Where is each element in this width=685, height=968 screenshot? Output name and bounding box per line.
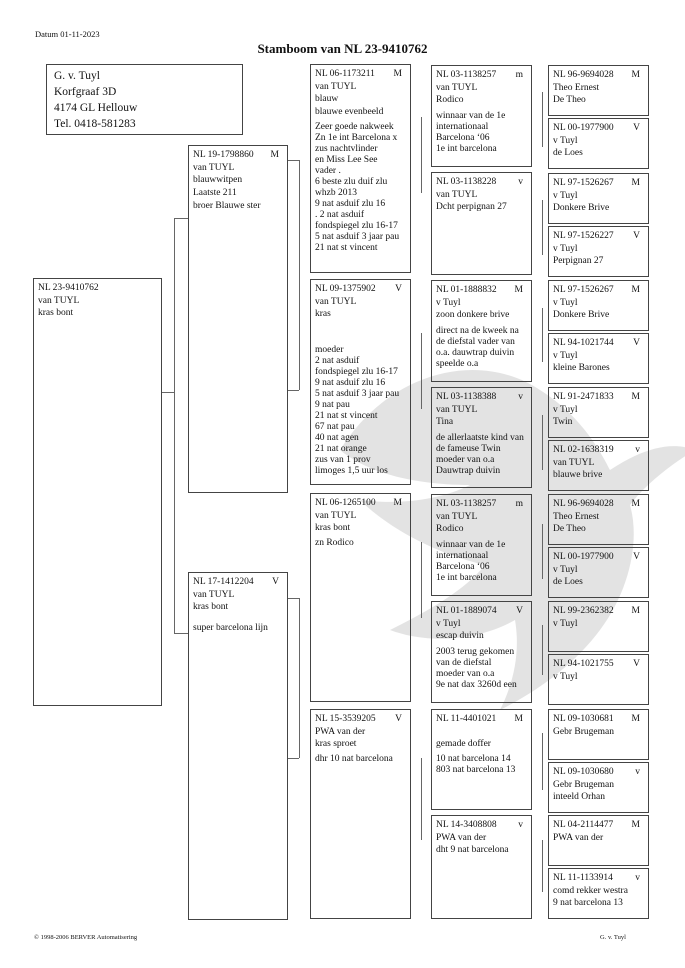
note-line: 2003 terug gekomen	[436, 646, 515, 657]
breeder-name: van TUYL	[193, 162, 235, 173]
sex-label: M	[631, 499, 640, 509]
ancestor-card-g4	[548, 226, 649, 277]
ring-number: NL 01-1888832	[436, 285, 497, 295]
breeder-name: v Tuyl	[436, 297, 461, 308]
color-label: kras	[315, 309, 331, 319]
pigeon-name: de Loes	[553, 577, 583, 587]
notes-block	[436, 326, 527, 370]
note-line: . 2 nat asduif	[315, 210, 365, 220]
pigeon-name: zoon donkere brive	[436, 310, 510, 320]
sex-label: V	[516, 606, 523, 616]
breeder-name: v Tuyl	[553, 618, 578, 629]
note-line: Dauwtrap duivin	[436, 465, 501, 476]
pigeon-name: De Theo	[553, 95, 586, 105]
print-date: Datum 01-11-2023	[35, 29, 100, 39]
note-line: van de diefstal	[436, 657, 492, 668]
breeder-name: van TUYL	[315, 81, 357, 92]
ring-number: NL 11-1133914	[553, 873, 613, 883]
note-line: 10 nat barcelona 14	[436, 754, 511, 764]
sex-label: M	[631, 285, 640, 295]
pigeon-name: Perpignan 27	[553, 256, 604, 266]
pigeon-name: 9 nat barcelona 13	[553, 898, 623, 908]
note-line: moeder van o.a	[436, 668, 495, 679]
sex-label: v	[635, 873, 640, 883]
note-line: winnaar van de 1e	[436, 110, 506, 121]
note-line: moeder van o.a	[436, 454, 495, 465]
pigeon-name: de Loes	[553, 148, 583, 158]
ring-number: NL 03-1138388	[436, 392, 497, 402]
owner-city: 4174 GL Hellouw	[54, 102, 138, 114]
notes-block	[315, 122, 406, 254]
grandsire-maternal-card	[310, 493, 411, 702]
note-line: Zn 1e int Barcelona x	[315, 133, 398, 143]
footer-owner: G. v. Tuyl	[600, 934, 626, 941]
info-line: dhr 10 nat barcelona	[315, 753, 393, 764]
sex-label: M	[631, 70, 640, 80]
note-line: vader .	[315, 166, 341, 176]
ancestor-card-g4	[548, 280, 649, 331]
ancestor-card-g4	[548, 387, 649, 438]
ring-number: NL 00-1977900	[553, 552, 614, 562]
sex-label: V	[633, 123, 640, 133]
breeder-name: Gebr Brugeman	[553, 779, 614, 790]
pigeon-name: Rodico	[436, 524, 464, 534]
ggp-card-sdd	[431, 387, 532, 488]
ancestor-card-g4	[548, 762, 649, 813]
pigeon-name: Tina	[436, 417, 454, 427]
pigeon-name: inteeld Orhan	[553, 792, 605, 802]
info-line: gemade doffer	[436, 738, 491, 749]
sex-label: V	[633, 338, 640, 348]
ancestor-card-g4	[548, 494, 649, 545]
notes-block	[436, 433, 527, 477]
note-line: 1e int barcelona	[436, 572, 497, 583]
ancestor-card-g4	[548, 440, 649, 491]
ring-number: NL 11-4401021	[436, 714, 497, 724]
ring-number: NL 14-3408808	[436, 820, 497, 830]
info-line: dht 9 nat barcelona	[436, 845, 509, 855]
ring-number: NL 94-1021744	[553, 338, 614, 348]
sex-label: M	[631, 606, 640, 616]
breeder-name: v Tuyl	[553, 404, 578, 415]
sex-label: v	[635, 767, 640, 777]
note-line: whzb 2013	[315, 188, 357, 198]
info-line: Laatste 211	[193, 187, 237, 198]
color-label: kras sproet	[315, 739, 357, 749]
ring-number: NL 15-3539205	[315, 714, 376, 724]
note-line: internationaal	[436, 121, 489, 132]
ring-number: NL 09-1375902	[315, 284, 376, 294]
note-line: internationaal	[436, 550, 489, 561]
note-line: winnaar van de 1e	[436, 539, 506, 550]
ggp-card-sds	[431, 280, 532, 382]
note-line: zus nachtvlinder	[315, 144, 378, 154]
sex-label: V	[633, 659, 640, 669]
pigeon-name: Rodico	[436, 95, 464, 105]
ring-number: NL 96-9694028	[553, 499, 614, 509]
pigeon-name: Twin	[553, 417, 573, 427]
note-line: en Miss Lee See	[315, 155, 378, 165]
breeder-name: van TUYL	[436, 404, 478, 415]
owner-street: Korfgraaf 3D	[54, 86, 117, 98]
note-line: 9 nat asduif zlu 16	[315, 377, 386, 388]
ancestor-card-g4	[548, 333, 649, 384]
ancestor-card-g4	[548, 815, 649, 866]
note-line: de diefstal vader van	[436, 336, 515, 347]
breeder-name: v Tuyl	[553, 297, 578, 308]
note-line: 9e nat dax 3260d een	[436, 679, 517, 690]
color-label: kras bont	[315, 523, 351, 533]
info-line: zn Rodico	[315, 537, 354, 548]
pigeon-name: escap duivin	[436, 631, 484, 641]
breeder-name: v Tuyl	[553, 350, 578, 361]
pigeon-name: Donkere Brive	[553, 310, 610, 320]
notes-block	[436, 111, 527, 155]
breeder-name: PWA van der	[315, 726, 366, 737]
note-line: 2 nat asduif	[315, 355, 360, 366]
sex-label: M	[393, 498, 402, 508]
note-line: 9 nat asduif zlu 16	[315, 199, 386, 209]
breeder-name: van TUYL	[436, 511, 478, 522]
pigeon-name: De Theo	[553, 524, 586, 534]
breeder-name: van TUYL	[193, 589, 235, 600]
notes-block	[436, 540, 527, 584]
ring-number: NL 97-1526227	[553, 231, 614, 241]
page-title: Stamboom van NL 23-9410762	[257, 41, 428, 56]
sex-label: M	[631, 178, 640, 188]
owner-box	[46, 64, 243, 135]
sex-label: V	[272, 577, 279, 587]
breeder-name: Theo Ernest	[553, 82, 600, 93]
ring-number: NL 04-2114477	[553, 820, 614, 830]
breeder-name: v Tuyl	[553, 564, 578, 575]
ggp-card-dds	[431, 709, 532, 810]
info-line: blauwe evenbeeld	[315, 106, 384, 117]
note-line: de fameuse Twin	[436, 443, 501, 454]
color-label: blauw	[315, 94, 339, 104]
pedigree-subject	[33, 278, 162, 706]
sex-label: M	[270, 150, 279, 160]
pigeon-name: Dcht perpignan 27	[436, 202, 507, 212]
note-line: 9 nat pau	[315, 399, 350, 410]
note-line: Zeer goede nakweek	[315, 122, 394, 132]
ring-number: NL 97-1526267	[553, 285, 614, 295]
note-line: fondspiegel zlu 16-17	[315, 221, 398, 231]
pigeon-name: blauwe brive	[553, 470, 603, 480]
sex-label: M	[514, 714, 523, 724]
owner-name: G. v. Tuyl	[54, 70, 100, 82]
sex-label: M	[631, 714, 640, 724]
note-line: 5 nat asduif 3 jaar pau	[315, 232, 400, 242]
ggp-card-dsd	[431, 601, 532, 703]
note-line: 21 nat orange	[315, 443, 367, 454]
sex-label: M	[631, 392, 640, 402]
breeder-name: v Tuyl	[553, 243, 578, 254]
ring-number: NL 94-1021755	[553, 659, 614, 669]
note-line: 5 nat asduif 3 jaar pau	[315, 388, 400, 399]
granddam-maternal-card	[310, 709, 411, 919]
note-line: moeder	[315, 344, 344, 355]
granddam-paternal-card	[310, 279, 411, 485]
note-line: o.a. dauwtrap duivin	[436, 347, 515, 358]
ring-number: NL 09-1030681	[553, 714, 614, 724]
breeder-name: v Tuyl	[553, 671, 578, 682]
notes-block	[315, 345, 406, 477]
notes-block	[436, 754, 527, 776]
ring-number: NL 17-1412204	[193, 577, 254, 587]
breeder-name: Theo Ernest	[553, 511, 600, 522]
breeder-name: van TUYL	[315, 296, 357, 307]
ring-number: NL 91-2471833	[553, 392, 614, 402]
note-line: de allerlaatste kind van	[436, 432, 524, 443]
breeder-name: PWA van der	[553, 832, 604, 843]
sex-label: V	[633, 552, 640, 562]
breeder-name: v Tuyl	[436, 618, 461, 629]
pigeon-name: kleine Barones	[553, 363, 610, 373]
sex-label: V	[395, 714, 402, 724]
sex-label: V	[633, 231, 640, 241]
ring-number: NL 02-1638319	[553, 445, 614, 455]
sex-label: v	[518, 820, 523, 830]
color-label: blauwwitpen	[193, 175, 243, 185]
ring-number: NL 03-1138257	[436, 70, 497, 80]
sex-label: v	[518, 392, 523, 402]
dam-card	[188, 572, 288, 920]
sex-label: M	[631, 820, 640, 830]
note-line: 40 nat agen	[315, 432, 359, 443]
sex-label: M	[514, 285, 523, 295]
subject-color: kras bont	[38, 308, 74, 318]
note-line: direct na de kweek na	[436, 325, 519, 336]
ring-number: NL 03-1138257	[436, 499, 497, 509]
footer-copyright: © 1998-2006 BERVER Automatisering	[34, 934, 138, 941]
ancestor-card-g4	[548, 65, 649, 116]
sex-label: M	[393, 69, 402, 79]
breeder-name: van TUYL	[315, 510, 357, 521]
breeder-name: v Tuyl	[553, 190, 578, 201]
note-line: 1e int barcelona	[436, 143, 497, 154]
note-line: limoges 1,5 uur los	[315, 465, 388, 476]
breeder-name: v Tuyl	[553, 135, 578, 146]
ring-number: NL 96-9694028	[553, 70, 614, 80]
ggp-card-ddd	[431, 815, 532, 919]
ring-number: NL 09-1030680	[553, 767, 614, 777]
info-line: broer Blauwe ster	[193, 201, 261, 211]
pigeon-name: Donkere Brive	[553, 203, 610, 213]
breeder-name: comd rekker westra	[553, 885, 628, 896]
ring-number: NL 03-1138228	[436, 177, 497, 187]
note-line: Barcelona ‘06	[436, 132, 490, 143]
breeder-name: van TUYL	[436, 189, 478, 200]
ancestor-card-g4	[548, 868, 649, 919]
ggp-card-ssd	[431, 172, 532, 275]
notes-block	[436, 647, 527, 691]
note-line: 803 nat barcelona 13	[436, 765, 516, 775]
note-line: 21 nat st vincent	[315, 410, 378, 421]
info-line: super barcelona lijn	[193, 622, 268, 633]
ancestor-card-g4	[548, 173, 649, 224]
owner-phone: Tel. 0418-581283	[54, 118, 136, 130]
sex-label: V	[395, 284, 402, 294]
ring-number: NL 19-1798860	[193, 150, 254, 160]
sex-label: m	[515, 499, 523, 509]
subject-ring: NL 23-9410762	[38, 283, 99, 293]
note-line: speelde o.a	[436, 358, 479, 369]
breeder-name: van TUYL	[553, 457, 595, 468]
ancestor-card-g4	[548, 601, 649, 652]
note-line: fondspiegel zlu 16-17	[315, 366, 398, 377]
sex-label: m	[515, 70, 523, 80]
ring-number: NL 97-1526267	[553, 178, 614, 188]
color-label: kras bont	[193, 602, 229, 612]
ring-number: NL 06-1265100	[315, 498, 376, 508]
subject-breeder: van TUYL	[38, 295, 80, 306]
ring-number: NL 06-1173211	[315, 69, 375, 79]
note-line: 21 nat st vincent	[315, 243, 378, 253]
ancestor-card-g4	[548, 547, 649, 598]
note-line: Barcelona ‘06	[436, 561, 490, 572]
ancestor-card-g4	[548, 709, 649, 760]
breeder-name: Gebr Brugeman	[553, 726, 614, 737]
sex-label: v	[518, 177, 523, 187]
breeder-name: PWA van der	[436, 832, 487, 843]
ggp-card-sss	[431, 65, 532, 167]
grandsire-paternal-card	[310, 64, 411, 273]
ancestor-card-g4	[548, 118, 649, 169]
breeder-name: van TUYL	[436, 82, 478, 93]
ring-number: NL 00-1977900	[553, 123, 614, 133]
note-line: 6 beste zlu duif zlu	[315, 177, 388, 187]
ring-number: NL 01-1889074	[436, 606, 497, 616]
note-line: zus van 1 prov	[315, 454, 371, 465]
ancestor-card-g4	[548, 654, 649, 705]
sire-card	[188, 145, 288, 493]
ggp-card-dss	[431, 494, 532, 596]
ring-number: NL 99-2362382	[553, 606, 614, 616]
sex-label: v	[635, 445, 640, 455]
note-line: 67 nat pau	[315, 421, 355, 432]
